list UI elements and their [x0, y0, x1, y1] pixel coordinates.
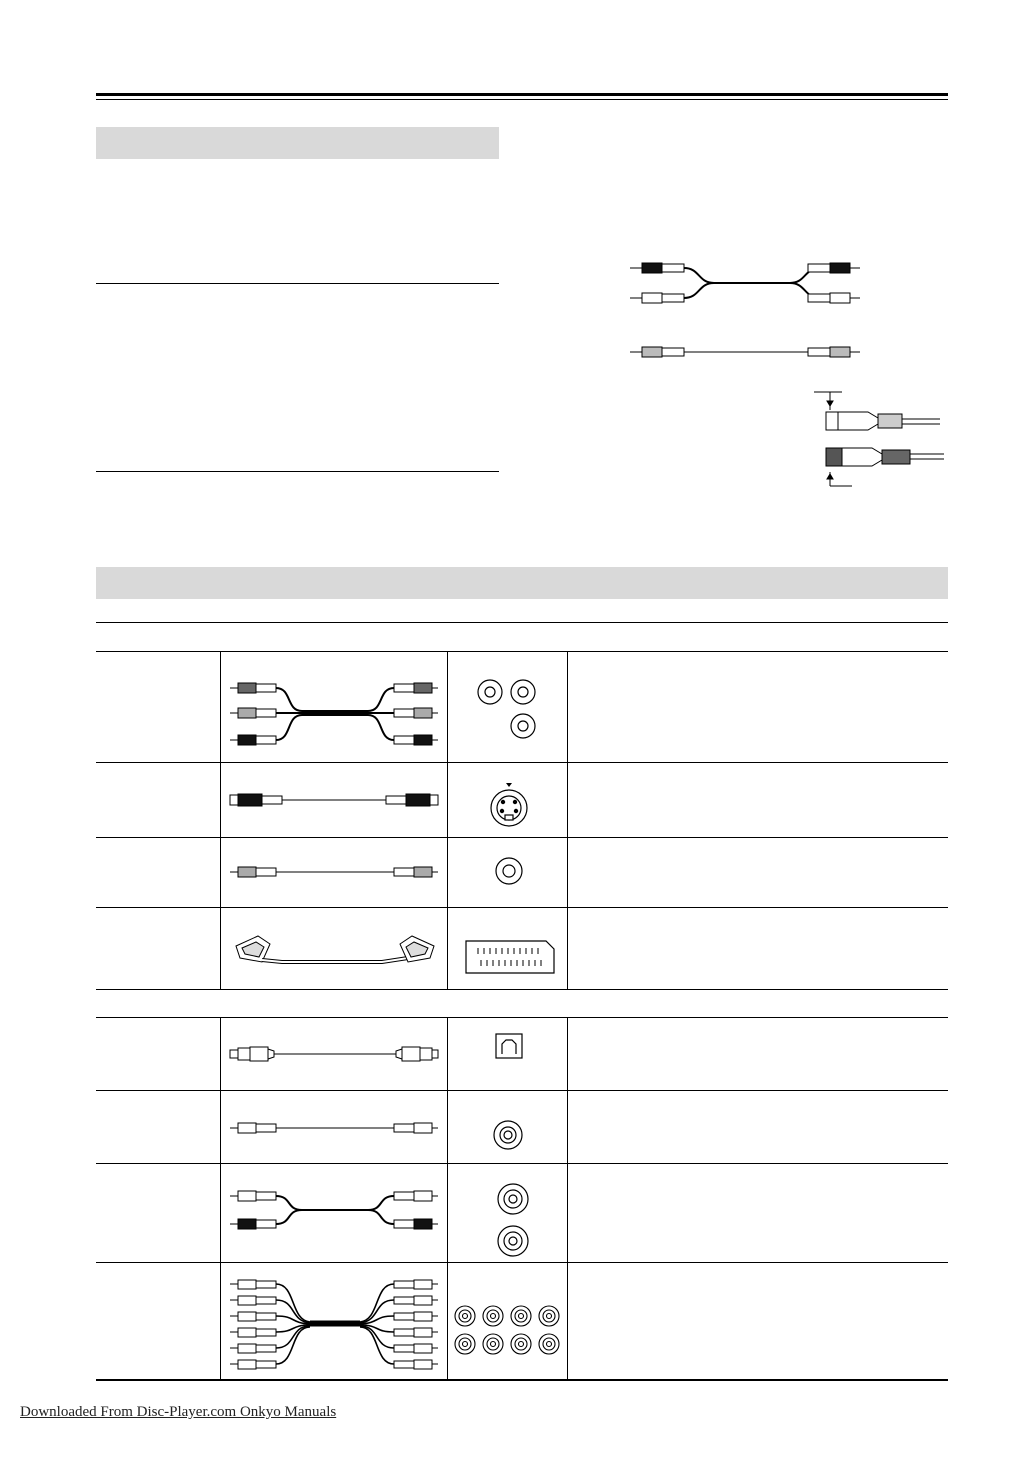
s-video-jack-icon [487, 782, 531, 830]
s-video-cable-icon [230, 792, 440, 808]
section-band-table [96, 567, 948, 599]
table-row-line [96, 989, 948, 990]
table-row-line [96, 1163, 948, 1164]
table-row-line [96, 1017, 948, 1018]
table-row-line [96, 1090, 948, 1091]
table-row-line [96, 762, 948, 763]
left-divider-2 [96, 471, 499, 472]
table-col-line [447, 651, 448, 989]
optical-jack-icon [494, 1032, 524, 1060]
footer-source-link[interactable]: Downloaded From Disc-Player.com Onkyo Manuals [20, 1404, 337, 1420]
header-rule-thin [96, 99, 948, 100]
coaxial-digital-cable-icon [230, 1120, 440, 1136]
composite-jack-icon [494, 856, 524, 886]
table-col-line [220, 1017, 221, 1379]
section-band-top [96, 127, 499, 159]
optical-digital-cable-icon [230, 1046, 440, 1062]
analog-audio-cable-icon [230, 1188, 440, 1232]
scart-jack-icon [464, 939, 556, 975]
multichannel-jacks-icon [453, 1304, 561, 1358]
table-top-line [96, 622, 948, 623]
table-bottom-line [96, 1379, 948, 1381]
component-jacks-icon [476, 676, 542, 746]
plug-insert-diagram-icon [812, 390, 952, 490]
rca-video-cable-icon [630, 343, 870, 363]
table-col-line [220, 651, 221, 989]
coaxial-jack-icon [492, 1119, 524, 1151]
table-row-line [96, 651, 948, 652]
rca-stereo-cable-icon [630, 255, 870, 311]
component-video-cable-icon [230, 678, 440, 750]
multichannel-cable-icon [230, 1278, 440, 1372]
header-rule-thick [96, 93, 948, 96]
table-row-line [96, 907, 948, 908]
scart-cable-icon [232, 932, 438, 972]
table-row-line [96, 837, 948, 838]
table-col-line [567, 651, 568, 989]
table-row-line [96, 1262, 948, 1263]
table-col-line [567, 1017, 568, 1379]
analog-jacks-icon [496, 1182, 530, 1258]
table-col-line [447, 1017, 448, 1379]
composite-video-cable-icon [230, 864, 440, 880]
left-divider-1 [96, 283, 499, 284]
